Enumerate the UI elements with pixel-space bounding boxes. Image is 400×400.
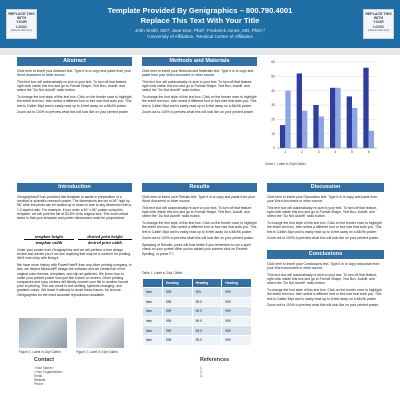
results-paragraph: Zoom out to 100% to preview what this will look like on your printed poster.	[142, 236, 254, 241]
table-header-cell: Heading	[222, 279, 252, 288]
discussion-heading: Discussion	[267, 183, 384, 192]
abstract-paragraph: To change the font style of this text box: Click on the border once to highlight the entire text box, then select a different font or font size that suits you. This text is Calibri 36pt and is easily read up to 6 feet away on a 48x96 poster.	[17, 95, 132, 108]
table-cell: Item	[143, 326, 163, 336]
y-tick-label: 40	[271, 88, 275, 93]
introduction-heading: Introduction	[17, 183, 132, 192]
conclusions-heading: Conclusions	[267, 250, 384, 259]
discussion-body[interactable]	[267, 195, 384, 243]
reference-item: 3.	[200, 374, 203, 378]
poster-title-line2: Replace This Text With Your Title	[140, 16, 260, 25]
table-cell: Item	[143, 288, 163, 298]
x-tick-label: 2	[301, 150, 303, 154]
equation-left	[24, 234, 74, 245]
bar	[313, 105, 318, 148]
methods-body[interactable]	[142, 69, 257, 117]
reference-item: 1.	[200, 366, 203, 370]
table-cell: 999	[222, 335, 252, 345]
table-cell: 999	[163, 288, 193, 298]
figure-2-caption: Figure 2. Label in 24pt Calibri.	[76, 350, 119, 354]
equation-denominator-right: desired print width	[88, 240, 122, 246]
equation-numerator-left: template height	[24, 234, 74, 240]
table-cell: 999	[222, 326, 252, 336]
results-heading: Results	[142, 183, 257, 192]
x-tick-label: 3	[317, 150, 320, 154]
abstract-body[interactable]	[17, 69, 132, 117]
abstract-paragraph: This text box will automatically re-size to your text. To turn off that feature, right click inside this box and go to Format Shape, Text Box, Autofit, and select the "Do Not Autofit" radio button.	[17, 80, 128, 93]
table-cell: 99.9	[192, 307, 222, 317]
table-cell: 999	[163, 307, 193, 317]
logo-placeholder-right[interactable]	[363, 9, 394, 39]
table-cell: 999	[163, 326, 193, 336]
results-paragraph: This text box will automatically re-size to your text. To turn off that feature, right click inside this box and go to Format Shape, Text Box, Autofit, and select the "Do Not Autofit" radio button.	[142, 206, 253, 219]
introduction-body[interactable]	[17, 195, 132, 223]
logo-placeholder-left[interactable]	[6, 9, 37, 39]
poster-affiliations: ¹University of Affiliation, ²Medical Center of Affiliation	[146, 34, 254, 39]
contact-line: Phone	[34, 382, 44, 386]
contact-heading: Contact	[34, 357, 55, 363]
bar	[280, 125, 285, 148]
table-row	[143, 288, 252, 298]
contact-lines	[34, 366, 124, 386]
table-cell: 999	[163, 297, 193, 307]
logo-text: REPLACE THIS WITH	[8, 12, 35, 21]
abstract-paragraph: Zoom out to 100% to preview what this will look like on your printed poster.	[17, 110, 129, 115]
results-paragraph: Click here to insert your Results text. Type it in or copy and paste from your Word document or other source.	[142, 195, 255, 204]
references-lines	[200, 366, 350, 378]
abstract-heading: Abstract	[17, 57, 132, 66]
table-row	[143, 307, 252, 317]
figure-1-caption: Figure 1. Label in 24pt Calibri.	[19, 350, 62, 354]
bar	[369, 131, 374, 148]
table-row	[143, 326, 252, 336]
table-cell: 99.9	[192, 297, 222, 307]
equation-right	[78, 234, 132, 245]
bar	[352, 108, 357, 148]
table-cell: Item	[143, 307, 163, 317]
table-cell: 99.9	[192, 316, 222, 326]
figure-2-image	[76, 318, 124, 348]
table-header-row	[143, 279, 252, 288]
x-tick-label: 5	[351, 150, 353, 154]
contact-line: Email	[34, 374, 42, 378]
discussion-paragraph: Zoom out to 100% to preview what this will look like on your printed poster.	[267, 236, 379, 241]
logo-text: YOUR	[16, 20, 27, 25]
bar-chart	[263, 58, 380, 158]
y-tick-label: 60	[271, 60, 275, 65]
y-tick-label: 10	[271, 131, 275, 136]
bar	[319, 116, 324, 148]
table-row	[143, 297, 252, 307]
methods-heading: Methods and Materials	[142, 57, 257, 66]
y-tick-label: 30	[271, 103, 275, 108]
conclusions-paragraph: This text box will automatically re-size to your text. To turn off that feature, right click inside this box and go to Format Shape, Text Box, Autofit, and select the "Do Not Autofit" radio button.	[267, 273, 378, 286]
discussion-paragraph: Click here to insert your Discussion text. Type it in or copy and paste from your Word document or other source.	[267, 195, 378, 204]
conclusions-paragraph: Click here to insert your Conclusions text. Type it in or copy and paste from your Word document or other source.	[267, 262, 380, 271]
reference-item: 2.	[200, 370, 203, 374]
discussion-paragraph: To change the font style of this text box: Click on the border once to highlight the entire text box, then select a different font or font size that suits you. This text is Calibri 36pt and is easily read up to 6 feet away on a 48x96 poster.	[267, 221, 382, 234]
table-header-cell	[143, 279, 163, 288]
references-heading: References	[200, 357, 230, 363]
results-body[interactable]	[142, 195, 257, 258]
logo-note: (Delete this box)	[367, 27, 390, 32]
logo-text: LOGO	[373, 24, 384, 29]
y-tick-label: 0	[273, 146, 275, 151]
table-row	[143, 316, 252, 326]
bar	[330, 88, 335, 148]
table-cell: Item	[143, 297, 163, 307]
logo-note: (Delete this box)	[10, 27, 33, 32]
poster-authors: John Smith, MD¹; Jane Doe, PhD²; Frederick Jones, MD, PhD¹,²	[134, 28, 266, 33]
table-cell: 99.9	[192, 326, 222, 336]
table-header-cell: Heading	[192, 279, 222, 288]
table-cell: Item	[143, 316, 163, 326]
table-cell: 999	[163, 316, 193, 326]
y-tick-label: 20	[271, 117, 275, 122]
x-tick-label: 4	[334, 150, 337, 154]
methods-paragraph: This text box will automatically re-size to your text. To turn off that feature, right click inside this box and go to Format Shape, Text Box, Autofit, and select the "Do Not Autofit" radio button.	[142, 80, 253, 93]
bar	[297, 73, 302, 148]
y-tick-label: 50	[271, 74, 275, 79]
table-header-cell: Heading	[163, 279, 193, 288]
contact-line: <Your Name>	[34, 366, 54, 370]
x-tick-label: 6	[367, 150, 370, 154]
table-cell: Item	[143, 335, 163, 345]
bar	[285, 91, 290, 148]
conclusions-paragraph: Zoom out to 100% to preview what this will look like on your printed poster.	[267, 303, 379, 308]
table-cell: 999	[163, 335, 193, 345]
table-cell: 999	[192, 288, 222, 298]
abstract-paragraph: Click here to insert your Abstract text. Type it in or copy and paste from your Word document or other source.	[17, 69, 131, 78]
equation-numerator-right: desired print height	[78, 234, 132, 240]
introduction-paragraph: We have more history with PowerPoint® than any other printing company. In fact, we helped Microsoft® design the software and we created all of the original color themes, templates, and clip art galleries. We know how to make your printed poster look just like it does on screen. Other printing companies and copy centers will blindly convert your file to another format prior to printing. This can result in text shifting, symbols changing, and gradient colors. We leave it natively to avoid these issues. So choose Genigraphics for the most accurate reproduction available.	[17, 263, 132, 297]
introduction-paragraph: Order your poster from Genigraphics and we will perform a free design review and advise you if we see anything that may be a concern for printing. We'll even help with fixing it.	[17, 248, 132, 261]
table-cell: 99.9	[192, 335, 222, 345]
bar	[302, 111, 307, 148]
logo-text: REPLACE THIS WITH	[365, 12, 392, 21]
equation-denominator-left: template width	[35, 240, 63, 246]
table-row	[143, 335, 252, 345]
introduction-paragraph: Genigraphics® has provided this template to assist in preparation of a medical or scientific research poster. The dimensions are set to 48" high by 96" wide but prints can be scaled up or down in size to any dimension with a 1:2 aspect ratio. For example, if you order a 40" x 80" poster using this template, we will print the file at 83.5% of its original size. The most critical factor is that your template and poster dimensions must be proportional:	[17, 195, 132, 221]
bar	[347, 96, 352, 148]
contact-line: Website	[34, 378, 46, 382]
logo-text: LOGO	[16, 24, 27, 29]
results-paragraph: To change the font style of this text box: Click on the border once to highlight the entire text box, then select a different font or font size that suits you. This text is Calibri 36pt and is easily read up to 6 feet away on a 48x96 poster.	[142, 221, 257, 234]
results-paragraph: Speaking of Results, yours will look better if you remember to run a spell check on your poster! After you've added your content click on Review: Spelling, or press F7.	[142, 243, 251, 256]
logo-text: YOUR	[373, 20, 384, 25]
bar	[335, 88, 340, 148]
methods-paragraph: To change the font style of this text box: Click on the border once to highlight the entire text box, then select a different font or font size that suits you. This text is Calibri 36pt and is easily read up to 6 feet away on a 48x96 poster.	[142, 95, 257, 108]
introduction-body-2[interactable]	[17, 248, 132, 299]
table-cell: 999	[222, 297, 252, 307]
figure-1-image	[19, 318, 67, 348]
methods-paragraph: Click here to insert your Methods and Materials text. Type it in or copy and paste from your Word document or other source.	[142, 69, 254, 78]
poster-title-line1: Template Provided By Genigraphics – 800.790.4001	[107, 6, 293, 15]
header-band	[0, 48, 400, 55]
conclusions-paragraph: To change the font style of this text box: Click on the border once to highlight the entire text box, then select a different font or font size that suits you. This text is Calibri 36pt and is easily read up to 6 feet away on a 48x96 poster.	[267, 288, 382, 301]
poster-header	[0, 0, 400, 48]
methods-paragraph: Zoom out to 100% to preview what this will look like on your printed poster.	[142, 110, 254, 115]
discussion-paragraph: This text box will automatically re-size to your text. To turn off that feature, right click inside this box and go to Format Shape, Text Box, Autofit, and select the "Do Not Autofit" radio button.	[267, 206, 378, 219]
chart-caption: Chart 1. Label in 24pt Calibri.	[265, 162, 307, 166]
contact-line: <Your Organization>	[34, 370, 64, 374]
table-cell: 999	[222, 307, 252, 317]
table-caption: Table 1. Label in 24pt Calibri.	[142, 271, 184, 275]
x-tick-label: 1	[284, 150, 287, 154]
results-table	[142, 278, 252, 346]
table-cell: 999	[222, 316, 252, 326]
bar	[363, 68, 368, 148]
conclusions-body[interactable]	[267, 262, 384, 310]
table-cell: 999	[222, 288, 252, 298]
